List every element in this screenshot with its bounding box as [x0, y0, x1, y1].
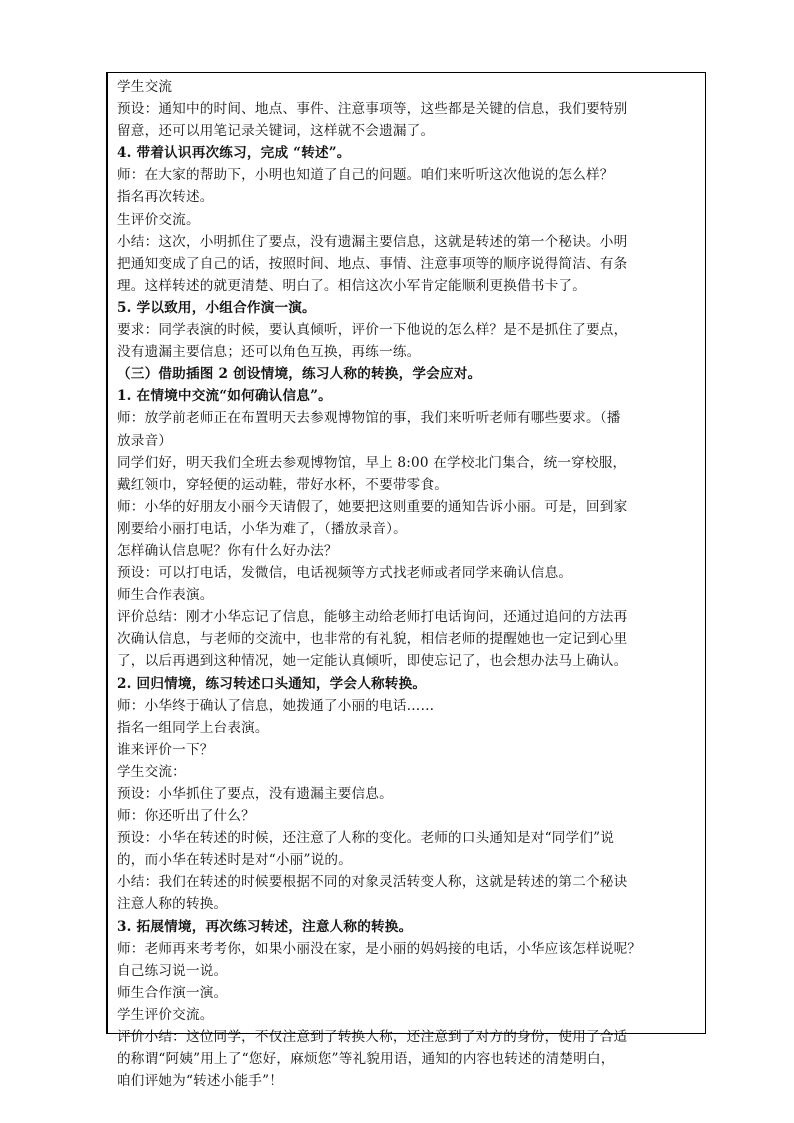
text-line: 师：小华的好朋友小丽今天请假了，她要把这则重要的通知告诉小丽。可是，回到家 — [117, 498, 628, 515]
table-left-rule — [107, 72, 108, 1034]
text-line: 生评价交流。 — [117, 211, 200, 228]
text-line: 怎样确认信息呢？你有什么好办法？ — [117, 542, 338, 559]
section-heading: （三）借助插图 2 创设情境，练习人称的转换，学会应对。 — [117, 366, 482, 383]
text-line: 要求：同学表演的时候，要认真倾听，评价一下他说的怎么样？是不是抓住了要点， — [117, 322, 628, 339]
text-line: 学生交流 — [117, 79, 173, 95]
text-line: 评价总结：刚才小华忘记了信息，能够主动给老师打电话询问，还通过追问的方法再 — [117, 609, 628, 626]
text-line: 同学们好，明天我们全班去参观博物馆，早上 8:00 在学校北门集合，统一穿校服， — [117, 454, 627, 471]
text-line: 小结：我们在转述的时候要根据不同的对象灵活转变人称，这就是转述的第二个秘诀 — [117, 874, 628, 891]
section-heading: 3. 拓展情境，再次练习转述，注意人称的转换。 — [117, 918, 413, 935]
section-heading: 5. 学以致用，小组合作演一演。 — [117, 299, 316, 316]
text-line: 预设：通知中的时间、地点、事件、注意事项等，这些都是关键的信息，我们要特别 — [117, 101, 628, 118]
text-line: 了，以后再遇到这种情况，她一定能认真倾听，即使忘记了，也会想办法马上确认。 — [117, 653, 628, 670]
text-line: 刚要给小丽打电话，小华为难了，（播放录音）。 — [117, 520, 407, 537]
text-line: 师：小华终于确认了信息，她拨通了小丽的电话…… — [117, 697, 435, 714]
text-line: 的，而小华在转述时是对“小丽”说的。 — [117, 852, 352, 869]
text-line: 学生评价交流。 — [117, 1006, 214, 1023]
text-line: 预设：小华在转述的时候，还注意了人称的变化。老师的口头通知是对“同学们”说 — [117, 830, 615, 847]
section-heading: 1. 在情境中交流“如何确认信息”。 — [117, 388, 332, 405]
text-line: 次确认信息，与老师的交流中，也非常的有礼貌，相信老师的提醒她也一定记到心里 — [117, 631, 628, 648]
text-line: 师：在大家的帮助下，小明也知道了自己的问题。咱们来听听这次他说的怎么样？ — [117, 167, 614, 184]
text-line: 戴红领巾，穿轻便的运动鞋，带好水杯，不要带零食。 — [117, 476, 449, 493]
text-line: 自己练习说一说。 — [117, 962, 228, 979]
section-heading: 2. 回归情境，练习转述口头通知，学会人称转换。 — [117, 675, 427, 692]
text-line: 理。这样转述的就更清楚、明白了。相信这次小军肯定能顺利更换借书卡了。 — [117, 277, 586, 294]
text-line: 没有遗漏主要信息；还可以角色互换，再练一练。 — [117, 344, 421, 361]
text-line: 师生合作表演。 — [117, 587, 214, 604]
text-line: 师：放学前老师正在布置明天去参观博物馆的事，我们来听听老师有哪些要求。（播 — [117, 410, 621, 427]
text-line: 小结：这次，小明抓住了要点，没有遗漏主要信息，这就是转述的第一个秘诀。小明 — [117, 233, 628, 250]
text-line: 学生交流： — [117, 763, 186, 780]
text-line: 预设：小华抓住了要点，没有遗漏主要信息。 — [117, 786, 393, 802]
lesson-plan-text — [117, 76, 703, 1092]
text-line: 谁来评价一下？ — [117, 741, 214, 758]
text-line: 师生合作演一演。 — [117, 984, 228, 1001]
text-line: 指名一组同学上台表演。 — [117, 719, 269, 736]
text-line: 师：你还听出了什么？ — [117, 808, 255, 825]
section-heading: 4. 带着认识再次练习，完成 “转述”。 — [117, 145, 351, 162]
text-line: 预设：可以打电话，发微信，电话视频等方式找老师或者同学来确认信息。 — [117, 565, 573, 582]
text-line: 留意，还可以用笔记录关键词，这样就不会遗漏了。 — [117, 123, 435, 140]
text-line: 把通知变成了自己的话，按照时间、地点、事情、注意事项等的顺序说得简洁、有条 — [117, 255, 628, 272]
text-line: 评价小结：这位同学，不仅注意到了转换人称，还注意到了对方的身份，使用了合适 — [117, 1029, 628, 1046]
text-line: 指名再次转述。 — [117, 189, 214, 206]
text-line: 放录音） — [117, 432, 173, 449]
text-line: 咱们评她为“转述小能手”！ — [117, 1073, 284, 1090]
text-line: 注意人称的转换。 — [117, 896, 228, 913]
text-line: 师：老师再来考考你，如果小丽没在家，是小丽的妈妈接的电话，小华应该怎样说呢？ — [117, 940, 642, 957]
text-line: 的称谓“阿姨”用上了“您好，麻烦您”等礼貌用语，通知的内容也转述的清楚明白， — [117, 1051, 615, 1068]
